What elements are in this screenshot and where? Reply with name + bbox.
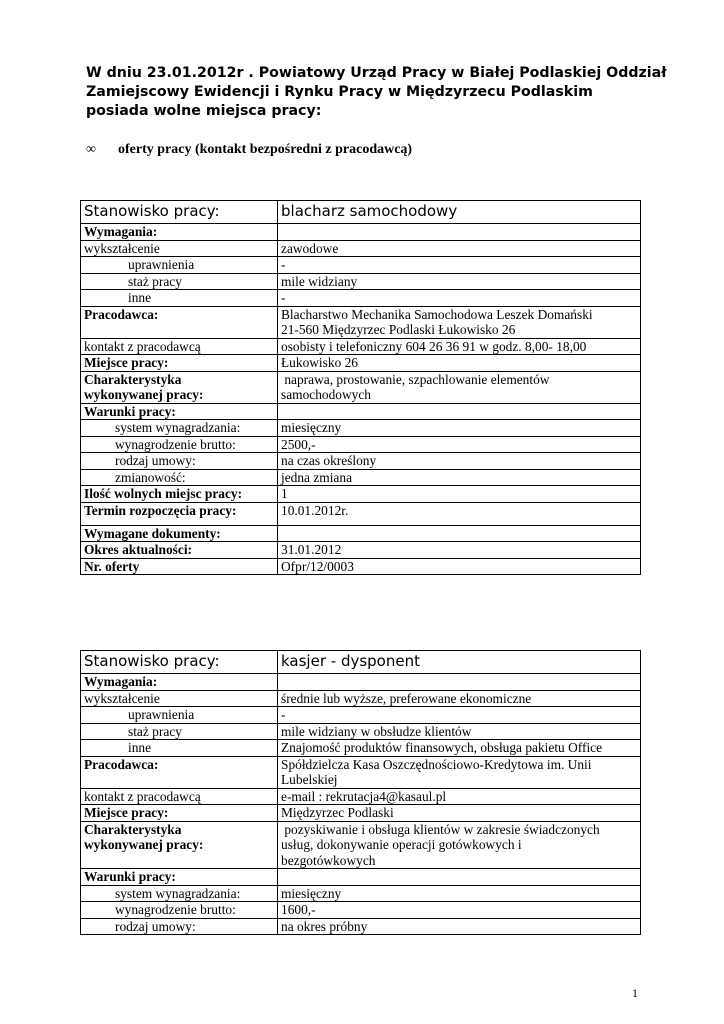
contact-label: kontakt z pracodawcą bbox=[81, 788, 278, 805]
table-row bbox=[81, 885, 641, 902]
table-row bbox=[81, 674, 641, 691]
table-row bbox=[81, 486, 641, 503]
qualifications-label: uprawnienia bbox=[81, 257, 278, 274]
table-row bbox=[81, 355, 641, 372]
table-row bbox=[81, 805, 641, 822]
table-row bbox=[81, 201, 641, 224]
gross-pay-label: wynagrodzenie brutto: bbox=[81, 436, 278, 453]
position-label: Stanowisko pracy: bbox=[81, 651, 278, 674]
position-value: kasjer - dysponent bbox=[278, 651, 641, 674]
shift-value: jedna zmiana bbox=[278, 469, 641, 486]
education-label: wykształcenie bbox=[81, 690, 278, 707]
table-row bbox=[81, 240, 641, 257]
contact-value: osobisty i telefoniczny 604 26 36 91 w godz. 8,00- 18,00 bbox=[278, 338, 641, 355]
qualifications-value: - bbox=[278, 707, 641, 724]
contract-type-label: rodzaj umowy: bbox=[81, 918, 278, 935]
qualifications-label: uprawnienia bbox=[81, 707, 278, 724]
table-row bbox=[81, 306, 641, 338]
table-row bbox=[81, 821, 641, 869]
job-offer-table-1 bbox=[80, 200, 641, 575]
education-value: średnie lub wyższe, preferowane ekonomiczne bbox=[278, 690, 641, 707]
workplace-label: Miejsce pracy: bbox=[81, 355, 278, 372]
table-row bbox=[81, 869, 641, 886]
contract-type-value: na okres próbny bbox=[278, 918, 641, 935]
workplace-label: Miejsce pracy: bbox=[81, 805, 278, 822]
start-date-value: 10.01.2012r. bbox=[278, 502, 641, 525]
job-description-label: Charakterystyka wykonywanej pracy: bbox=[81, 821, 278, 869]
table-row bbox=[81, 420, 641, 437]
table-row bbox=[81, 436, 641, 453]
employer-line: Lubelskiej bbox=[281, 772, 338, 787]
table-row bbox=[81, 338, 641, 355]
table-row bbox=[81, 902, 641, 919]
table-row bbox=[81, 723, 641, 740]
experience-value: mile widziany bbox=[278, 273, 641, 290]
table-row bbox=[81, 469, 641, 486]
table-row bbox=[81, 290, 641, 307]
table-row bbox=[81, 707, 641, 724]
shift-label: zmianowość: bbox=[81, 469, 278, 486]
vacancies-value: 1 bbox=[278, 486, 641, 503]
contact-value: e-mail : rekrutacja4@kasaul.pl bbox=[278, 788, 641, 805]
required-documents-label: Wymagane dokumenty: bbox=[81, 525, 278, 542]
pay-system-label: system wynagradzania: bbox=[81, 420, 278, 437]
gross-pay-label: wynagrodzenie brutto: bbox=[81, 902, 278, 919]
table-row bbox=[81, 453, 641, 470]
contract-type-label: rodzaj umowy: bbox=[81, 453, 278, 470]
gross-pay-value: 1600,- bbox=[278, 902, 641, 919]
employer-line: Blacharstwo Mechanika Samochodowa Leszek Domański bbox=[281, 306, 593, 322]
document-header bbox=[86, 64, 686, 121]
table-row bbox=[81, 403, 641, 420]
workplace-value: Międzyrzec Podlaski bbox=[278, 805, 641, 822]
qualifications-value: - bbox=[278, 257, 641, 274]
validity-label: Okres aktualności: bbox=[81, 542, 278, 559]
contract-type-value: na czas określony bbox=[278, 453, 641, 470]
other-label: inne bbox=[81, 740, 278, 757]
header-line-1: W dniu 23.01.2012r . Powiatowy Urząd Pracy w Białej Podlaskiej Oddział bbox=[86, 65, 667, 81]
table-row bbox=[81, 542, 641, 559]
table-row bbox=[81, 558, 641, 575]
employer-value bbox=[278, 306, 641, 338]
experience-label: staż pracy bbox=[81, 273, 278, 290]
table-row bbox=[81, 651, 641, 674]
requirements-label: Wymagania: bbox=[81, 224, 278, 241]
employer-label: Pracodawca: bbox=[81, 306, 278, 338]
requirements-label: Wymagania: bbox=[81, 674, 278, 691]
table-row bbox=[81, 371, 641, 403]
employer-line: Spółdzielcza Kasa Oszczędnościowo-Kredytowa im. Unii bbox=[281, 756, 592, 772]
experience-label: staż pracy bbox=[81, 723, 278, 740]
other-value: - bbox=[278, 290, 641, 307]
table-row bbox=[81, 273, 641, 290]
conditions-label: Warunki pracy: bbox=[81, 403, 278, 420]
table-row bbox=[81, 502, 641, 525]
page-number: 1 bbox=[632, 986, 638, 1000]
employer-line: 21-560 Międzyrzec Podlaski Łukowisko 26 bbox=[281, 322, 516, 337]
position-label: Stanowisko pracy: bbox=[81, 201, 278, 224]
contact-label: kontakt z pracodawcą bbox=[81, 338, 278, 355]
table-row bbox=[81, 740, 641, 757]
experience-value: mile widziany w obsłudze klientów bbox=[278, 723, 641, 740]
job-description-value: pozyskiwanie i obsługa klientów w zakresie świadczonych usług, dokonywanie operacji gotówkowych i bezgotówkowych bbox=[278, 821, 641, 869]
start-date-label: Termin rozpoczęcia pracy: bbox=[81, 502, 278, 525]
offer-number-value: Ofpr/12/0003 bbox=[278, 558, 641, 575]
employer-label: Pracodawca: bbox=[81, 756, 278, 788]
offers-bullet bbox=[86, 142, 412, 158]
table-row bbox=[81, 788, 641, 805]
workplace-value: Łukowisko 26 bbox=[278, 355, 641, 372]
table-row bbox=[81, 690, 641, 707]
pay-system-label: system wynagradzania: bbox=[81, 885, 278, 902]
table-row bbox=[81, 224, 641, 241]
position-value: blacharz samochodowy bbox=[278, 201, 641, 224]
education-label: wykształcenie bbox=[81, 240, 278, 257]
vacancies-label: Ilość wolnych miejsc pracy: bbox=[81, 486, 278, 503]
other-value: Znajomość produktów finansowych, obsługa pakietu Office bbox=[278, 740, 641, 757]
gross-pay-value: 2500,- bbox=[278, 436, 641, 453]
header-line-2: Zamiejscowy Ewidencji i Rynku Pracy w Międzyrzecu Podlaskim bbox=[86, 84, 593, 100]
other-label: inne bbox=[81, 290, 278, 307]
offer-number-label: Nr. oferty bbox=[81, 558, 278, 575]
bullet-text: oferty pracy (kontakt bezpośredni z pracodawcą) bbox=[118, 142, 413, 157]
header-line-3: posiada wolne miejsca pracy: bbox=[86, 103, 322, 119]
infinity-bullet-icon: ∞ bbox=[86, 142, 96, 157]
table-row bbox=[81, 525, 641, 542]
pay-system-value: miesięczny bbox=[278, 885, 641, 902]
employer-value bbox=[278, 756, 641, 788]
table-row bbox=[81, 257, 641, 274]
table-row bbox=[81, 918, 641, 935]
pay-system-value: miesięczny bbox=[278, 420, 641, 437]
job-description-label: Charakterystyka wykonywanej pracy: bbox=[81, 371, 278, 403]
education-value: zawodowe bbox=[278, 240, 641, 257]
job-offer-table-2 bbox=[80, 650, 641, 935]
table-row bbox=[81, 756, 641, 788]
job-description-value: naprawa, prostowanie, szpachlowanie elementów samochodowych bbox=[278, 371, 641, 403]
conditions-label: Warunki pracy: bbox=[81, 869, 278, 886]
validity-value: 31.01.2012 bbox=[278, 542, 641, 559]
